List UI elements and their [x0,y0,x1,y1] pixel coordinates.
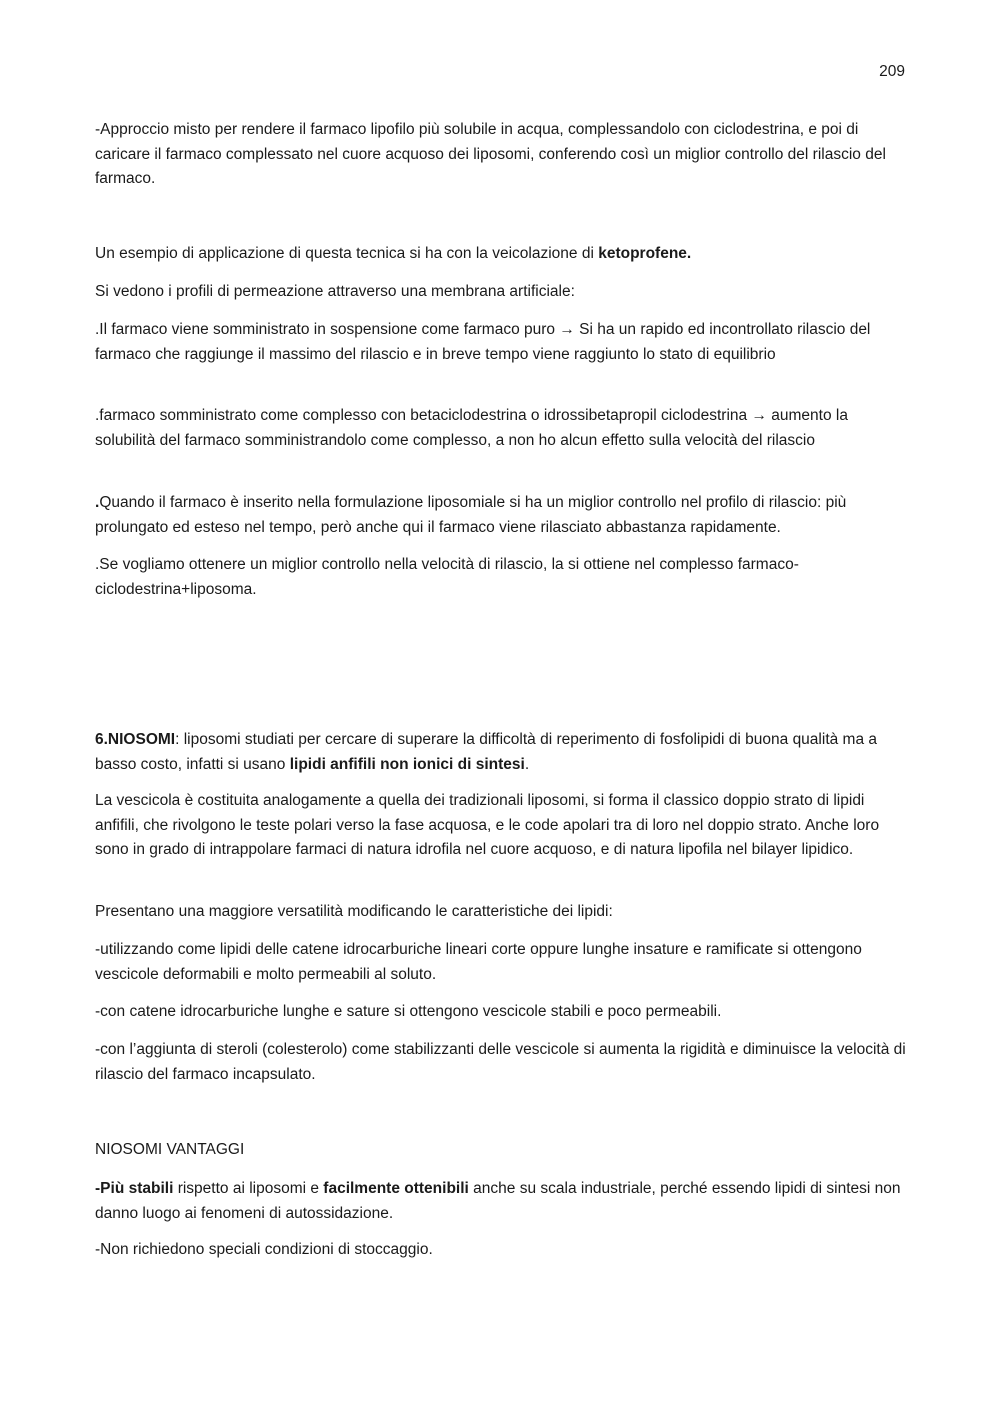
term-facilmente-ottenibili: facilmente ottenibili [323,1180,469,1197]
paragraph-permeation-profiles: Si vedono i profili di permeazione attraverso una membrana artificiale: [95,283,575,300]
term-piu-stabili: Più stabili [100,1180,174,1197]
heading-niosomi: 6.NIOSOMI [95,731,176,748]
paragraph-advantage-storage: -Non richiedono speciali condizioni di stoccaggio. [95,1241,433,1258]
page-number: 209 [879,63,905,80]
paragraph-pure-drug: .Il farmaco viene somministrato in sospensione come farmaco puro → Si ha un rapido ed incontrollato rilascio del farmaco che raggiunge il massimo del rilascio e in breve tempo viene raggiunto lo stato di equilibrio [95,321,871,363]
term-ketoprofene: ketoprofene. [598,245,692,262]
paragraph-short-chains: -utilizzando come lipidi delle catene idrocarburiche lineari corte oppure lunghe insature e ramificate si ottengono vescicole deformabili e molto permeabili al soluto. [95,941,862,983]
paragraph-cyclodextrin-complex: .farmaco somministrato come complesso con betaciclodestrina o idrossibetapropil ciclodestrina → aumento la solubilità del farmaco somministrandolo come complesso, a non ho alcun effetto sulla velocità del rilascio [95,407,848,449]
paragraph-sterols: -con l’aggiunta di steroli (colesterolo) come stabilizzanti delle vescicole si aumenta la rigidità e diminuisce la velocità di rilascio del farmaco incapsulato. [95,1041,906,1083]
paragraph-saturated-chains: -con catene idrocarburiche lunghe e sature si ottengono vescicole stabili e poco permeabili. [95,1003,722,1020]
section-heading-niosomi-vantaggi: NIOSOMI VANTAGGI [95,1141,245,1158]
paragraph-mixed-approach: -Approccio misto per rendere il farmaco lipofilo più solubile in acqua, complessandolo con ciclodestrina, e poi di caricare il farmaco complessato nel cuore acquoso dei liposomi, conferendo così un miglior controllo del rilascio del farmaco. [95,121,886,187]
paragraph-ketoprofen-example: Un esempio di applicazione di questa tecnica si ha con la veicolazione di ketoprofene. [95,245,692,262]
paragraph-niosomi-intro: 6.NIOSOMI: liposomi studiati per cercare di superare la difficoltà di reperimento di fosfolipidi di buona qualità ma a basso costo, infatti si usano lipidi anfifili non ionici di sintesi. [95,731,878,773]
paragraph-versatility: Presentano una maggiore versatilità modificando le caratteristiche dei lipidi: [95,903,613,920]
term-lipidi-anfifili: lipidi anfifili non ionici di sintesi [289,755,525,773]
paragraph-vesicle-structure: La vescicola è costituita analogamente a quella dei tradizionali liposomi, si forma il classico doppio strato di lipidi anfifili, che rivolgono le teste polari verso la fase acquosa, e le code apolari tra di loro nel doppio strato. Anche loro sono in grado di intrappolare farmaci di natura idrofila nel cuore acquoso, e di natura lipofila nel bilayer lipidico. [95,792,880,858]
paragraph-liposomal-formulation: .Quando il farmaco è inserito nella formulazione liposomiale si ha un miglior controllo nel profilo di rilascio: più prolungato ed esteso nel tempo, però anche qui il farmaco viene rilasciato abbastanza rapidamente. [95,494,847,536]
paragraph-better-control: .Se vogliamo ottenere un miglior controllo nella velocità di rilascio, la si ottiene nel complesso farmaco-ciclodestrina+liposoma. [95,556,799,598]
paragraph-advantage-stability: -Più stabili rispetto ai liposomi e facilmente ottenibili anche su scala industriale, perché essendo lipidi di sintesi non danno luogo ai fenomeni di autossidazione. [95,1180,901,1222]
